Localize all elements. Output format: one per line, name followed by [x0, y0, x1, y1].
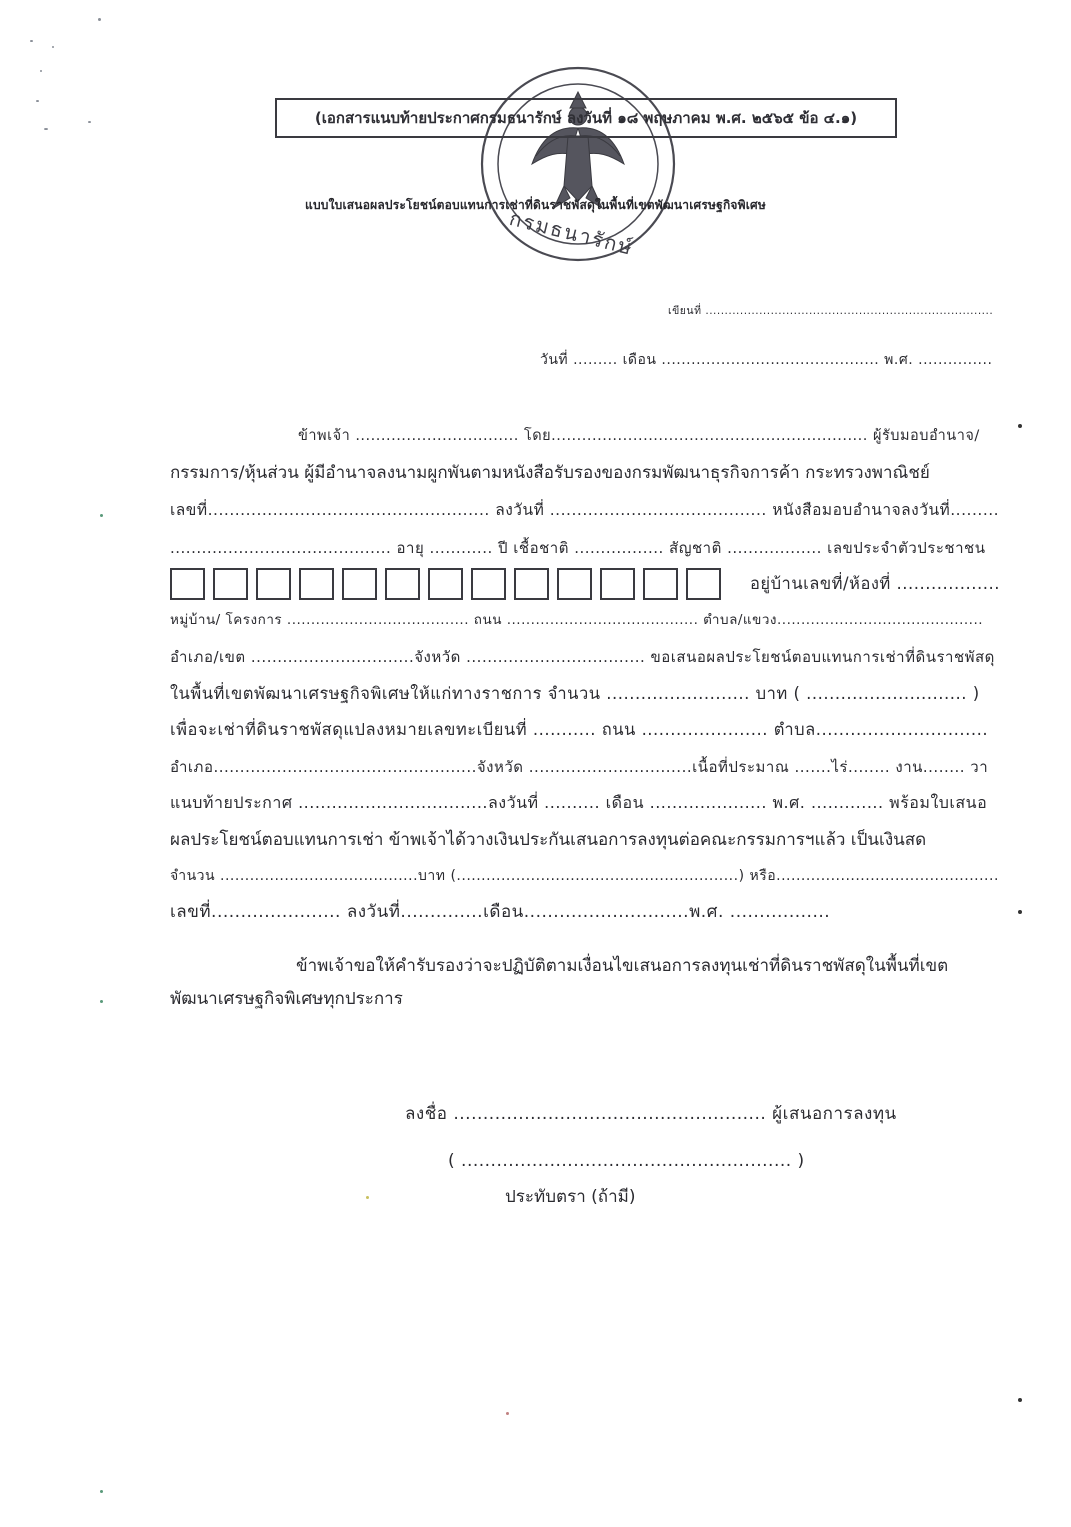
body-line-9: เพื่อจะเช่าที่ดินราชพัสดุแปลงหมายเลขทะเบียนที่ ........... ถนน ...................... ตำบล.............................. — [170, 720, 989, 739]
body-line-4: .......................................... อายุ ............ ปี เชื้อชาติ ................. สัญชาติ .................. เลขประจำตัวประชาชน — [170, 539, 986, 557]
scan-speck — [100, 1000, 103, 1003]
signature-name-line: ( ........................................................ ) — [448, 1151, 805, 1171]
scan-speck — [98, 18, 101, 21]
scan-speck — [30, 40, 33, 42]
certify-line-1: ข้าพเจ้าขอให้คำรับรองว่าจะปฏิบัติตามเงื่อนไขเสนอการลงทุนเช่าที่ดินราชพัสดุในพื้นที่เขต — [296, 956, 949, 976]
seal-text: กรมธนารักษ์ — [506, 205, 637, 261]
reference-text: (เอกสารแนบท้ายประกาศกรมธนารักษ์ ลงวันที่ ๑๘ พฤษภาคม พ.ศ. ๒๕๖๕ ข้อ ๔.๑) — [314, 109, 858, 127]
scan-speck — [44, 128, 48, 130]
body-line-13: จำนวน ........................................บาท (.........................................................) หรือ............................................. — [170, 868, 999, 884]
id-digit-box[interactable] — [686, 568, 721, 600]
body-line-14: เลขที่...................... ลงวันที่..............เดือน............................พ.ศ. ................. — [170, 902, 831, 922]
written-at-line: เขียนที่ ........................................................................... — [668, 305, 994, 317]
scan-speck — [1018, 424, 1022, 428]
scan-speck — [36, 100, 39, 102]
scan-speck — [88, 121, 91, 123]
scan-speck — [100, 1490, 103, 1493]
body-line-7: อำเภอ/เขต ...............................จังหวัด .................................. ขอเสนอผลประโยชน์ตอบแทนการเช่าที่ดินราชพัสดุ — [170, 648, 995, 666]
id-digit-box[interactable] — [342, 568, 377, 600]
id-digit-box[interactable] — [213, 568, 248, 600]
certify-line-2: พัฒนาเศรษฐกิจพิเศษทุกประการ — [170, 989, 403, 1009]
id-digit-box[interactable] — [256, 568, 291, 600]
body-line-3: เลขที่.................................................... ลงวันที่ ........................................ หนังสือมอบอำนาจลงวันที่......... — [170, 501, 1000, 519]
scan-speck — [366, 1196, 369, 1199]
signature-line: ลงชื่อ ..................................................... ผู้เสนอการลงทุน — [405, 1104, 897, 1124]
date-line: วันที่ ......... เดือน ............................................ พ.ศ. ............... — [540, 352, 993, 368]
body-line-12: ผลประโยชน์ตอบแทนการเช่า ข้าพเจ้าได้วางเงินประกันเสนอการลงทุนต่อคณะกรรมการฯแล้ว เป็นเงินสด — [170, 830, 927, 850]
id-digit-box[interactable] — [514, 568, 549, 600]
body-line-11: แนบท้ายประกาศ ..................................ลงวันที่ .......... เดือน ..................... พ.ศ. ............. พร้อมใบเสนอ — [170, 793, 988, 812]
id-digit-box[interactable] — [557, 568, 592, 600]
body-line-10: อำเภอ..................................................จังหวัด ...............................เนื้อที่ประมาณ .......ไร่........ งาน........ วา — [170, 758, 989, 776]
scan-speck — [52, 46, 54, 48]
reference-box — [275, 98, 897, 138]
scan-speck — [40, 70, 42, 72]
id-digit-box[interactable] — [385, 568, 420, 600]
body-line-2: กรรมการ/หุ้นส่วน ผู้มีอำนาจลงนามผูกพันตามหนังสือรับรองของกรมพัฒนาธุรกิจการค้า กระทรวงพาณิชย์ — [170, 463, 930, 483]
id-digit-box[interactable] — [299, 568, 334, 600]
id-digit-box[interactable] — [471, 568, 506, 600]
body-line-6: หมู่บ้าน/ โครงการ ...................................... ถนน ........................................ ตำบล/แขวง........................................... — [170, 612, 984, 628]
id-digit-box[interactable] — [170, 568, 205, 600]
scan-speck — [1018, 910, 1022, 914]
id-digit-box[interactable] — [600, 568, 635, 600]
scan-speck — [1018, 1398, 1022, 1402]
body-line-1: ข้าพเจ้า ................................ โดย.............................................................. ผู้รับมอบอำนาจ/ — [298, 428, 980, 444]
stamp-note: ประทับตรา (ถ้ามี) — [505, 1187, 636, 1207]
scan-speck — [100, 514, 103, 517]
page-title: แบบใบเสนอผลประโยชน์ตอบแทนการเช่าที่ดินราชพัสดุในพื้นที่เขตพัฒนาเศรษฐกิจพิเศษ — [305, 198, 766, 212]
body-line-8: ในพื้นที่เขตพัฒนาเศรษฐกิจพิเศษให้แก่ทางราชการ จำนวน ......................... บาท ( ............................ ) — [170, 684, 980, 703]
body-line-address: อยู่บ้านเลขที่/ห้องที่ .................. — [750, 574, 1000, 593]
id-digit-box[interactable] — [643, 568, 678, 600]
id-number-boxes — [170, 568, 729, 602]
id-digit-box[interactable] — [428, 568, 463, 600]
scan-speck — [506, 1412, 509, 1415]
